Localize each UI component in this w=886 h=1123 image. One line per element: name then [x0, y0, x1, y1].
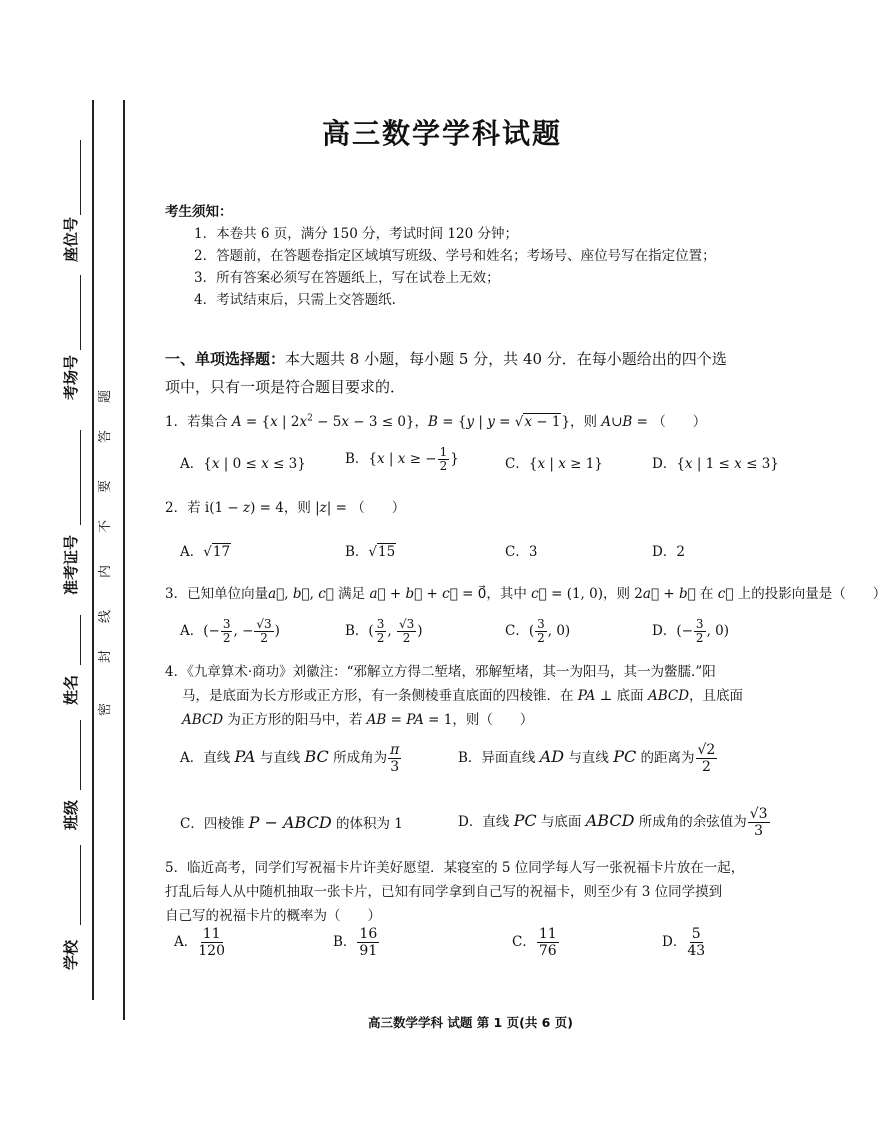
q1-option-d[interactable]: D．{x | 1 ≤ x ≤ 3}	[652, 456, 779, 472]
section1-desc1: 本大题共 8 小题，每小题 5 分，共 40 分．在每小题给出的四个选	[285, 350, 727, 368]
notice-heading: 考生须知：	[165, 204, 233, 220]
question-5-line1: 5．临近高考，同学们写祝福卡片许美好愿望．某寝室的 5 位同学每人写一张祝福卡片放在一起，	[165, 860, 745, 876]
page-title: 高三数学学科试题	[321, 117, 562, 150]
q3-option-c[interactable]: C．( $\frac{3}{2}$ , 0)	[505, 617, 571, 645]
question-1-stem: 1．若集合 A = {x | $2x^2 - 5x - 3 \le 0$}，B = {y | y = √x − 1}，则 A∪B = （ ）	[165, 413, 707, 430]
q2-option-b[interactable]: B．√15	[345, 544, 396, 560]
ticket-blank-line	[80, 430, 81, 525]
section1-desc2: 项中，只有一项是符合题目要求的．	[165, 378, 406, 396]
notice-item-4: 4．考试结束后，只需上交答题纸.	[194, 292, 396, 308]
q2-option-a[interactable]: A．√17	[180, 544, 231, 560]
q3-option-a[interactable]: A．(− $\frac{3}{2}$ , − $\frac{√3}{2}$ )	[180, 617, 280, 645]
question-4-line2: 马，是底面为长方形或正方形，有一条侧棱垂直底面的四棱锥．在 PA ⊥ 底面 ABCD，且底面	[182, 688, 744, 704]
question-5-line2: 打乱后每人从中随机抽取一张卡片，已知有同学拿到自己写的祝福卡，则至少有 3 位同学摸到	[165, 884, 723, 900]
margin-label-school: 学校	[62, 939, 80, 970]
margin-line-left	[92, 100, 94, 1000]
section1-heading: 一、单项选择题：	[165, 350, 286, 368]
q4-option-c[interactable]: C．四棱锥 P − ABCD 的体积为 1	[180, 813, 403, 832]
q5-option-b[interactable]: B． $\frac{16}{91}$	[333, 926, 378, 959]
q3-option-d[interactable]: D．(− $\frac{3}{2}$ , 0)	[652, 617, 730, 645]
notice-item-1: 1．本卷共 6 页，满分 150 分，考试时间 120 分钟；	[194, 226, 518, 242]
q5-option-a[interactable]: A． $\frac{11}{120}$	[174, 926, 225, 959]
margin-label-room: 考场号	[62, 354, 80, 400]
q4-option-d[interactable]: D．直线 PC 与底面 ABCD 所成角的余弦值为 $\frac{√3}{3}$	[458, 806, 768, 839]
q1-option-c[interactable]: C．{x | x ≥ 1}	[505, 456, 603, 472]
school-blank-line	[80, 845, 81, 925]
q4-option-a[interactable]: A．直线 PA 与直线 BC 所成角为 $\frac{\pi}{3}$	[180, 742, 400, 775]
margin-label-name: 姓名	[62, 674, 80, 705]
q5-option-d[interactable]: D． $\frac{5}{43}$	[662, 926, 706, 959]
section1-header	[165, 348, 727, 369]
name-blank-line	[80, 615, 81, 665]
question-4-line1: 4．《九章算术·商功》刘徽注：“邪解立方得二堑堵，邪解堑堵，其一为阳马，其一为鳖臑.”阳	[165, 664, 716, 680]
margin-label-seat: 座位号	[62, 216, 80, 262]
page-footer: 高三数学学科 试题 第 1 页(共 6 页)	[368, 1015, 573, 1030]
q1-option-a[interactable]: A．{x | 0 ≤ x ≤ 3}	[180, 456, 306, 472]
q2-option-d[interactable]: D．2	[652, 544, 685, 560]
question-3-stem: 3．已知单位向量a⃗, b⃗, c⃗ 满足 a⃗ + b⃗ + c⃗ = 0⃗，其中 c⃗ = (1, 0)，则 2a⃗ + b⃗ 在 c⃗ 上的投影向量是（ ）	[165, 586, 886, 602]
q2-option-c[interactable]: C．3	[505, 544, 538, 560]
notice-item-2: 2．答题前，在答题卷指定区域填写班级、学号和姓名；考场号、座位号写在指定位置；	[194, 248, 716, 264]
room-blank-line	[80, 275, 81, 350]
question-2-stem: 2．若 i(1 − z) = 4，则 |z| = （ ）	[165, 500, 406, 516]
question-4-line3: ABCD 为正方形的阳马中，若 AB = PA = 1，则（ ）	[182, 712, 534, 728]
question-5-line3: 自己写的祝福卡片的概率为（ ）	[165, 908, 381, 924]
q5-option-c[interactable]: C． $\frac{11}{76}$	[512, 926, 557, 959]
margin-line-right	[123, 100, 125, 1020]
margin-label-class: 班级	[62, 799, 80, 830]
margin-label-ticket: 准考证号	[62, 534, 80, 595]
notice-item-3: 3．所有答案必须写在答题纸上，写在试卷上无效；	[194, 270, 500, 286]
q3-option-b[interactable]: B．( $\frac{3}{2}$ , $\frac{√3}{2}$ )	[345, 617, 423, 645]
q4-option-b[interactable]: B．异面直线 AD 与直线 PC 的距离为 $\frac{√2}{2}$	[458, 742, 716, 775]
q1-option-b[interactable]: B．{x | x ≥ − $\frac{1}{2}$ }	[345, 445, 459, 473]
class-blank-line	[80, 720, 81, 790]
